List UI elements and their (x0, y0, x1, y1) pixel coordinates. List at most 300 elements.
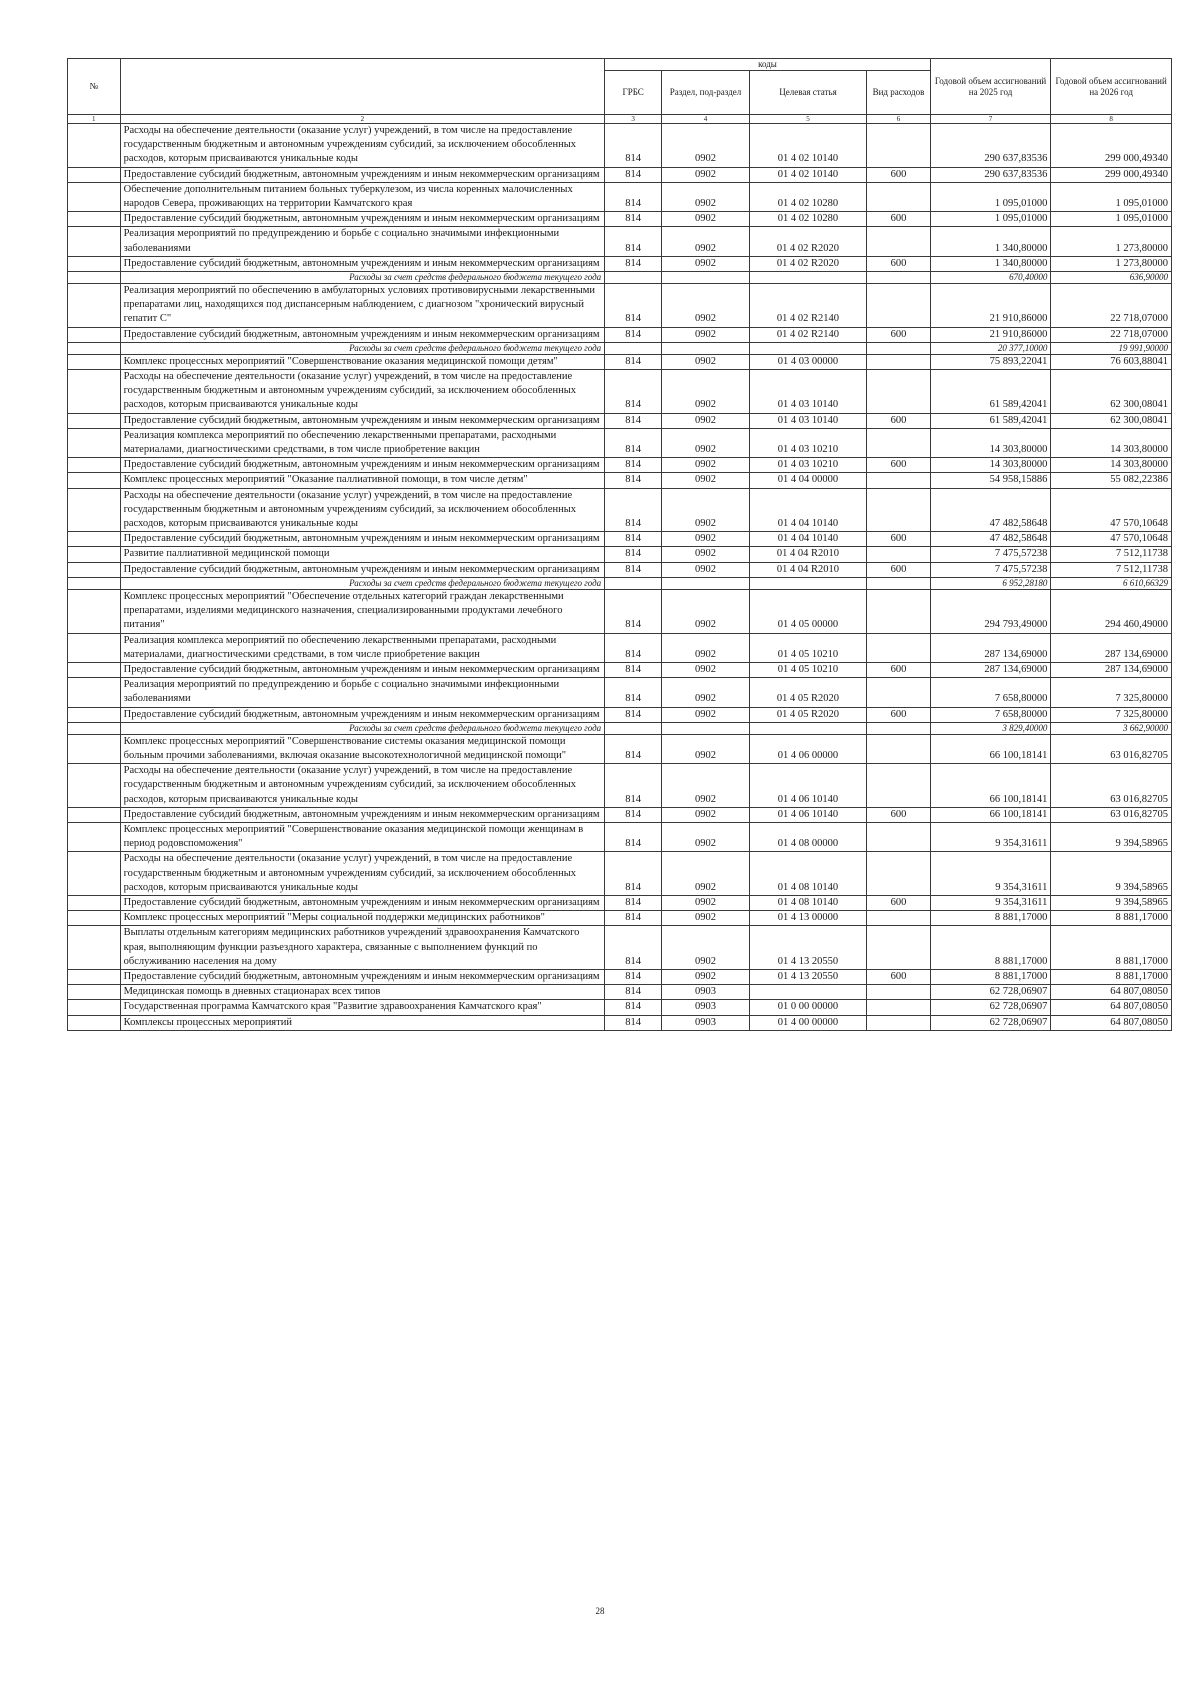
cell-vol2025: 7 475,57238 (930, 547, 1051, 562)
cell-vol2026: 64 807,08050 (1051, 1015, 1172, 1030)
cell-name: Предоставление субсидий бюджетным, автономным учреждениям и иным некоммерческим организациям (120, 562, 605, 577)
cell-exp-type (867, 985, 931, 1000)
cell-num (68, 327, 121, 342)
cell-target (749, 722, 866, 734)
cell-exp-type: 600 (867, 895, 931, 910)
table-row (68, 985, 1172, 1000)
cell-exp-type: 600 (867, 167, 931, 182)
cell-name: Реализация мероприятий по предупреждению и борьбе с социально значимыми инфекционными заболеваниями (120, 227, 605, 256)
cell-grbs: 814 (605, 167, 662, 182)
cell-exp-type (867, 852, 931, 896)
cell-exp-type (867, 488, 931, 532)
cell-name: Комплексы процессных мероприятий (120, 1015, 605, 1030)
cell-vol2025: 66 100,18141 (930, 764, 1051, 808)
cell-section: 0903 (662, 1000, 750, 1015)
cell-vol2025: 1 095,01000 (930, 182, 1051, 211)
cell-exp-type (867, 1000, 931, 1015)
cell-section: 0902 (662, 284, 750, 328)
cell-vol2026: 1 273,80000 (1051, 227, 1172, 256)
table-row (68, 327, 1172, 342)
table-row (68, 1000, 1172, 1015)
cell-vol2026: 7 325,80000 (1051, 707, 1172, 722)
cell-grbs: 814 (605, 458, 662, 473)
cell-target: 01 4 05 10210 (749, 662, 866, 677)
cell-grbs: 814 (605, 1000, 662, 1015)
cell-grbs: 814 (605, 985, 662, 1000)
cell-exp-type: 600 (867, 969, 931, 984)
cell-name: Расходы за счет средств федерального бюджета текущего года (120, 577, 605, 589)
cell-name: Расходы за счет средств федерального бюджета текущего года (120, 722, 605, 734)
col-header-grbs: ГРБС (605, 71, 662, 115)
cell-vol2026: 64 807,08050 (1051, 985, 1172, 1000)
table-row (68, 926, 1172, 970)
cell-vol2025: 6 952,28180 (930, 577, 1051, 589)
cell-section (662, 342, 750, 354)
cell-section: 0902 (662, 458, 750, 473)
cell-grbs (605, 722, 662, 734)
table-row (68, 413, 1172, 428)
cell-grbs: 814 (605, 547, 662, 562)
cell-num (68, 764, 121, 808)
cell-num (68, 124, 121, 168)
cell-section: 0902 (662, 911, 750, 926)
cell-vol2026: 14 303,80000 (1051, 458, 1172, 473)
cell-name: Расходы за счет средств федерального бюджета текущего года (120, 342, 605, 354)
cell-vol2025: 62 728,06907 (930, 1015, 1051, 1030)
cell-name: Расходы за счет средств федерального бюджета текущего года (120, 272, 605, 284)
cell-target: 01 4 13 00000 (749, 911, 866, 926)
cell-target: 01 4 02 R2020 (749, 227, 866, 256)
cell-target: 01 4 02 R2140 (749, 284, 866, 328)
cell-num (68, 633, 121, 662)
cell-exp-type (867, 822, 931, 851)
cell-target: 01 4 08 00000 (749, 822, 866, 851)
cell-vol2026: 14 303,80000 (1051, 428, 1172, 457)
cell-grbs: 814 (605, 370, 662, 414)
cell-vol2025: 75 893,22041 (930, 354, 1051, 369)
federal-funds-row (68, 577, 1172, 589)
cell-section: 0902 (662, 764, 750, 808)
cell-vol2026: 1 095,01000 (1051, 212, 1172, 227)
table-row (68, 256, 1172, 271)
table-row (68, 1015, 1172, 1030)
cell-name: Предоставление субсидий бюджетным, автономным учреждениям и иным некоммерческим организациям (120, 167, 605, 182)
cell-vol2026: 294 460,49000 (1051, 589, 1172, 633)
cell-section: 0902 (662, 678, 750, 707)
cell-exp-type (867, 589, 931, 633)
cell-exp-type: 600 (867, 413, 931, 428)
cell-num (68, 985, 121, 1000)
cell-exp-type (867, 734, 931, 763)
cell-vol2026: 287 134,69000 (1051, 662, 1172, 677)
cell-vol2025: 61 589,42041 (930, 413, 1051, 428)
cell-section: 0902 (662, 926, 750, 970)
cell-num (68, 473, 121, 488)
cell-num (68, 284, 121, 328)
cell-target: 01 4 02 10140 (749, 124, 866, 168)
cell-name: Расходы на обеспечение деятельности (оказание услуг) учреждений, в том числе на предоставление государственным бюджетным и автономным учреждениям субсидий, за исключением обособленных расходов, которым присваиваются уникальные коды (120, 764, 605, 808)
cell-num (68, 662, 121, 677)
cell-vol2026: 63 016,82705 (1051, 807, 1172, 822)
cell-name: Предоставление субсидий бюджетным, автономным учреждениям и иным некоммерческим организациям (120, 212, 605, 227)
cell-vol2025: 287 134,69000 (930, 633, 1051, 662)
cell-target: 01 4 03 10210 (749, 458, 866, 473)
cell-target: 01 4 03 00000 (749, 354, 866, 369)
cell-section: 0902 (662, 182, 750, 211)
cell-num (68, 182, 121, 211)
cell-vol2026: 8 881,17000 (1051, 911, 1172, 926)
cell-exp-type (867, 342, 931, 354)
cell-num (68, 547, 121, 562)
cell-grbs: 814 (605, 284, 662, 328)
cell-vol2026: 9 394,58965 (1051, 895, 1172, 910)
col-number: 1 (68, 115, 121, 124)
cell-name: Расходы на обеспечение деятельности (оказание услуг) учреждений, в том числе на предоставление государственным бюджетным и автономным учреждениям субсидий, за исключением обособленных расходов, которым присваиваются уникальные коды (120, 124, 605, 168)
cell-grbs: 814 (605, 707, 662, 722)
cell-grbs: 814 (605, 807, 662, 822)
cell-vol2025: 8 881,17000 (930, 926, 1051, 970)
cell-target: 01 4 05 R2020 (749, 707, 866, 722)
cell-section: 0902 (662, 807, 750, 822)
cell-num (68, 722, 121, 734)
cell-name: Комплекс процессных мероприятий "Обеспечение отдельных категорий граждан лекарственными препаратами, изделиями медицинского назначения, специализированными продуктами лечебного питания" (120, 589, 605, 633)
cell-grbs: 814 (605, 852, 662, 896)
cell-grbs: 814 (605, 926, 662, 970)
cell-name: Предоставление субсидий бюджетным, автономным учреждениям и иным некоммерческим организациям (120, 413, 605, 428)
cell-target: 01 4 04 10140 (749, 532, 866, 547)
budget-table (67, 58, 1172, 1031)
cell-num (68, 1015, 121, 1030)
cell-name: Предоставление субсидий бюджетным, автономным учреждениям и иным некоммерческим организациям (120, 327, 605, 342)
cell-target: 01 4 03 10210 (749, 428, 866, 457)
cell-name: Расходы на обеспечение деятельности (оказание услуг) учреждений, в том числе на предоставление государственным бюджетным и автономным учреждениям субсидий, за исключением обособленных расходов, которым присваиваются уникальные коды (120, 488, 605, 532)
cell-vol2025: 9 354,31611 (930, 895, 1051, 910)
cell-section: 0903 (662, 1015, 750, 1030)
table-row (68, 182, 1172, 211)
cell-exp-type: 600 (867, 256, 931, 271)
cell-vol2026: 299 000,49340 (1051, 124, 1172, 168)
cell-vol2025: 54 958,15886 (930, 473, 1051, 488)
cell-vol2025: 14 303,80000 (930, 458, 1051, 473)
page-number: 28 (595, 1606, 605, 1616)
cell-name: Реализация комплекса мероприятий по обеспечению лекарственными препаратами, расходными материалами, диагностическими средствами, в том числе приобретение вакцин (120, 428, 605, 457)
cell-exp-type: 600 (867, 662, 931, 677)
cell-section: 0902 (662, 895, 750, 910)
col-header-exp-type: Вид расходов (867, 71, 931, 115)
cell-grbs: 814 (605, 473, 662, 488)
cell-grbs: 814 (605, 895, 662, 910)
cell-target: 01 4 08 10140 (749, 895, 866, 910)
table-row (68, 212, 1172, 227)
cell-vol2025: 66 100,18141 (930, 807, 1051, 822)
cell-target (749, 577, 866, 589)
cell-name: Реализация мероприятий по обеспечению в амбулаторных условиях противовирусными лекарственными препаратами лиц, находящихся под диспансерным наблюдением, с диагнозом "хронический вирусный гепатит С" (120, 284, 605, 328)
cell-num (68, 807, 121, 822)
table-row (68, 969, 1172, 984)
cell-target: 01 4 06 10140 (749, 807, 866, 822)
table-row (68, 532, 1172, 547)
cell-target: 01 4 05 10210 (749, 633, 866, 662)
cell-vol2025: 21 910,86000 (930, 327, 1051, 342)
cell-target (749, 342, 866, 354)
cell-vol2026: 299 000,49340 (1051, 167, 1172, 182)
cell-num (68, 342, 121, 354)
table-row (68, 807, 1172, 822)
cell-grbs: 814 (605, 532, 662, 547)
cell-num (68, 354, 121, 369)
cell-grbs: 814 (605, 488, 662, 532)
cell-name: Комплекс процессных мероприятий "Совершенствование оказания медицинской помощи женщинам в период родовспоможения" (120, 822, 605, 851)
cell-target: 01 0 00 00000 (749, 1000, 866, 1015)
cell-vol2025: 62 728,06907 (930, 985, 1051, 1000)
col-number: 7 (930, 115, 1051, 124)
cell-exp-type (867, 227, 931, 256)
cell-name: Предоставление субсидий бюджетным, автономным учреждениям и иным некоммерческим организациям (120, 256, 605, 271)
cell-vol2025: 3 829,40000 (930, 722, 1051, 734)
table-row (68, 822, 1172, 851)
col-number: 3 (605, 115, 662, 124)
cell-vol2026: 63 016,82705 (1051, 764, 1172, 808)
cell-target: 01 4 13 20550 (749, 926, 866, 970)
cell-exp-type (867, 1015, 931, 1030)
cell-section: 0902 (662, 354, 750, 369)
cell-vol2025: 1 340,80000 (930, 256, 1051, 271)
cell-num (68, 1000, 121, 1015)
cell-name: Комплекс процессных мероприятий "Меры социальной поддержки медицинских работников" (120, 911, 605, 926)
cell-num (68, 911, 121, 926)
col-header-section: Раздел, под-раздел (662, 71, 750, 115)
cell-num (68, 428, 121, 457)
cell-grbs: 814 (605, 734, 662, 763)
cell-vol2026: 22 718,07000 (1051, 327, 1172, 342)
cell-grbs: 814 (605, 589, 662, 633)
cell-grbs (605, 577, 662, 589)
cell-grbs: 814 (605, 212, 662, 227)
cell-target: 01 4 03 10140 (749, 413, 866, 428)
table-row (68, 662, 1172, 677)
cell-vol2026: 47 570,10648 (1051, 488, 1172, 532)
cell-num (68, 577, 121, 589)
table-row (68, 589, 1172, 633)
cell-target: 01 4 02 10280 (749, 212, 866, 227)
cell-name: Государственная программа Камчатского края "Развитие здравоохранения Камчатского края" (120, 1000, 605, 1015)
cell-vol2026: 47 570,10648 (1051, 532, 1172, 547)
cell-exp-type (867, 428, 931, 457)
table-row (68, 911, 1172, 926)
table-row (68, 354, 1172, 369)
cell-section: 0902 (662, 256, 750, 271)
cell-num (68, 370, 121, 414)
table-row (68, 473, 1172, 488)
table-body (68, 124, 1172, 1031)
cell-vol2026: 22 718,07000 (1051, 284, 1172, 328)
cell-exp-type (867, 182, 931, 211)
cell-num (68, 212, 121, 227)
cell-exp-type (867, 911, 931, 926)
cell-vol2025: 8 881,17000 (930, 911, 1051, 926)
cell-grbs: 814 (605, 562, 662, 577)
cell-vol2025: 1 095,01000 (930, 212, 1051, 227)
cell-grbs (605, 272, 662, 284)
cell-section: 0902 (662, 473, 750, 488)
table-row (68, 370, 1172, 414)
cell-vol2026: 7 325,80000 (1051, 678, 1172, 707)
cell-section: 0902 (662, 370, 750, 414)
cell-grbs: 814 (605, 327, 662, 342)
cell-name: Обеспечение дополнительным питанием больных туберкулезом, из числа коренных малочисленных народов Севера, проживающих на территории Камчатского края (120, 182, 605, 211)
cell-vol2025: 7 658,80000 (930, 707, 1051, 722)
cell-vol2026: 287 134,69000 (1051, 633, 1172, 662)
table-row (68, 562, 1172, 577)
cell-name: Комплекс процессных мероприятий "Совершенствование системы оказания медицинской помощи больным прочими заболеваниями, включая оказание высокотехнологичной медицинской помощи" (120, 734, 605, 763)
table-row (68, 678, 1172, 707)
cell-grbs: 814 (605, 182, 662, 211)
table-row (68, 227, 1172, 256)
cell-num (68, 488, 121, 532)
cell-vol2025: 14 303,80000 (930, 428, 1051, 457)
cell-vol2025: 7 475,57238 (930, 562, 1051, 577)
cell-vol2026: 7 512,11738 (1051, 562, 1172, 577)
cell-grbs: 814 (605, 428, 662, 457)
federal-funds-row (68, 342, 1172, 354)
cell-exp-type (867, 722, 931, 734)
cell-section: 0902 (662, 327, 750, 342)
cell-name: Предоставление субсидий бюджетным, автономным учреждениям и иным некоммерческим организациям (120, 707, 605, 722)
cell-exp-type (867, 272, 931, 284)
cell-exp-type: 600 (867, 532, 931, 547)
cell-section: 0902 (662, 589, 750, 633)
cell-exp-type (867, 577, 931, 589)
cell-name: Предоставление субсидий бюджетным, автономным учреждениям и иным некоммерческим организациям (120, 662, 605, 677)
cell-section: 0902 (662, 212, 750, 227)
cell-num (68, 734, 121, 763)
cell-vol2026: 7 512,11738 (1051, 547, 1172, 562)
col-number: 8 (1051, 115, 1172, 124)
cell-num (68, 532, 121, 547)
cell-vol2026: 64 807,08050 (1051, 1000, 1172, 1015)
cell-vol2026: 1 273,80000 (1051, 256, 1172, 271)
table-row (68, 547, 1172, 562)
cell-num (68, 822, 121, 851)
cell-target: 01 4 08 10140 (749, 852, 866, 896)
cell-num (68, 458, 121, 473)
cell-exp-type: 600 (867, 212, 931, 227)
cell-vol2025: 1 340,80000 (930, 227, 1051, 256)
cell-vol2025: 8 881,17000 (930, 969, 1051, 984)
cell-grbs: 814 (605, 678, 662, 707)
federal-funds-row (68, 722, 1172, 734)
cell-exp-type (867, 764, 931, 808)
cell-section: 0902 (662, 822, 750, 851)
cell-vol2025: 7 658,80000 (930, 678, 1051, 707)
cell-name: Расходы на обеспечение деятельности (оказание услуг) учреждений, в том числе на предоставление государственным бюджетным и автономным учреждениям субсидий, за исключением обособленных расходов, которым присваиваются уникальные коды (120, 852, 605, 896)
cell-name: Расходы на обеспечение деятельности (оказание услуг) учреждений, в том числе на предоставление государственным бюджетным и автономным учреждениям субсидий, за исключением обособленных расходов, которым присваиваются уникальные коды (120, 370, 605, 414)
cell-section: 0902 (662, 633, 750, 662)
cell-target: 01 4 04 10140 (749, 488, 866, 532)
cell-vol2026: 9 394,58965 (1051, 852, 1172, 896)
federal-funds-row (68, 272, 1172, 284)
cell-exp-type: 600 (867, 327, 931, 342)
cell-exp-type (867, 547, 931, 562)
cell-vol2026: 8 881,17000 (1051, 969, 1172, 984)
col-header-codes: коды (605, 59, 931, 71)
cell-name: Предоставление субсидий бюджетным, автономным учреждениям и иным некоммерческим организациям (120, 807, 605, 822)
col-header-vol2026: Годовой объем ассигнований на 2026 год (1051, 59, 1172, 115)
col-header-num: № (68, 59, 121, 115)
cell-section: 0902 (662, 124, 750, 168)
cell-num (68, 562, 121, 577)
cell-vol2025: 47 482,58648 (930, 532, 1051, 547)
cell-section: 0902 (662, 707, 750, 722)
table-row (68, 633, 1172, 662)
cell-grbs: 814 (605, 662, 662, 677)
cell-vol2026: 1 095,01000 (1051, 182, 1172, 211)
col-number: 2 (120, 115, 605, 124)
cell-section: 0903 (662, 985, 750, 1000)
cell-num (68, 895, 121, 910)
cell-vol2026: 9 394,58965 (1051, 822, 1172, 851)
cell-name: Предоставление субсидий бюджетным, автономным учреждениям и иным некоммерческим организациям (120, 895, 605, 910)
table-row (68, 428, 1172, 457)
table-row (68, 764, 1172, 808)
cell-exp-type (867, 678, 931, 707)
col-number: 6 (867, 115, 931, 124)
cell-target: 01 4 04 00000 (749, 473, 866, 488)
cell-grbs (605, 342, 662, 354)
cell-section: 0902 (662, 488, 750, 532)
cell-exp-type: 600 (867, 458, 931, 473)
cell-vol2025: 287 134,69000 (930, 662, 1051, 677)
cell-section: 0902 (662, 547, 750, 562)
col-header-target: Целевая статья (749, 71, 866, 115)
cell-num (68, 926, 121, 970)
cell-grbs: 814 (605, 413, 662, 428)
cell-target: 01 4 02 R2020 (749, 256, 866, 271)
cell-section: 0902 (662, 852, 750, 896)
cell-name: Реализация мероприятий по предупреждению и борьбе с социально значимыми инфекционными заболеваниями (120, 678, 605, 707)
cell-name: Предоставление субсидий бюджетным, автономным учреждениям и иным некоммерческим организациям (120, 532, 605, 547)
cell-vol2025: 66 100,18141 (930, 734, 1051, 763)
cell-grbs: 814 (605, 124, 662, 168)
cell-name: Комплекс процессных мероприятий "Оказание паллиативной помощи, в том числе детям" (120, 473, 605, 488)
cell-name: Реализация комплекса мероприятий по обеспечению лекарственными препаратами, расходными материалами, диагностическими средствами, в том числе приобретение вакцин (120, 633, 605, 662)
cell-section: 0902 (662, 969, 750, 984)
cell-target: 01 4 13 20550 (749, 969, 866, 984)
cell-section: 0902 (662, 662, 750, 677)
cell-target: 01 4 05 R2020 (749, 678, 866, 707)
cell-exp-type (867, 473, 931, 488)
cell-target: 01 4 05 00000 (749, 589, 866, 633)
cell-num (68, 227, 121, 256)
cell-vol2025: 20 377,10000 (930, 342, 1051, 354)
cell-section: 0902 (662, 428, 750, 457)
cell-vol2026: 6 610,66329 (1051, 577, 1172, 589)
cell-grbs: 814 (605, 911, 662, 926)
cell-vol2026: 76 603,88041 (1051, 354, 1172, 369)
cell-vol2026: 636,90000 (1051, 272, 1172, 284)
cell-name: Выплаты отдельным категориям медицинских работников учреждений здравоохранения Камчатского края, выполняющим функции разъездного характера, связанные с выполнением функций по обслуживанию населения на дому (120, 926, 605, 970)
cell-name: Предоставление субсидий бюджетным, автономным учреждениям и иным некоммерческим организациям (120, 458, 605, 473)
table-row (68, 284, 1172, 328)
cell-target: 01 4 02 10140 (749, 167, 866, 182)
cell-section: 0902 (662, 734, 750, 763)
cell-num (68, 589, 121, 633)
cell-section (662, 577, 750, 589)
cell-num (68, 707, 121, 722)
cell-target: 01 4 03 10140 (749, 370, 866, 414)
cell-section (662, 722, 750, 734)
cell-vol2025: 9 354,31611 (930, 822, 1051, 851)
